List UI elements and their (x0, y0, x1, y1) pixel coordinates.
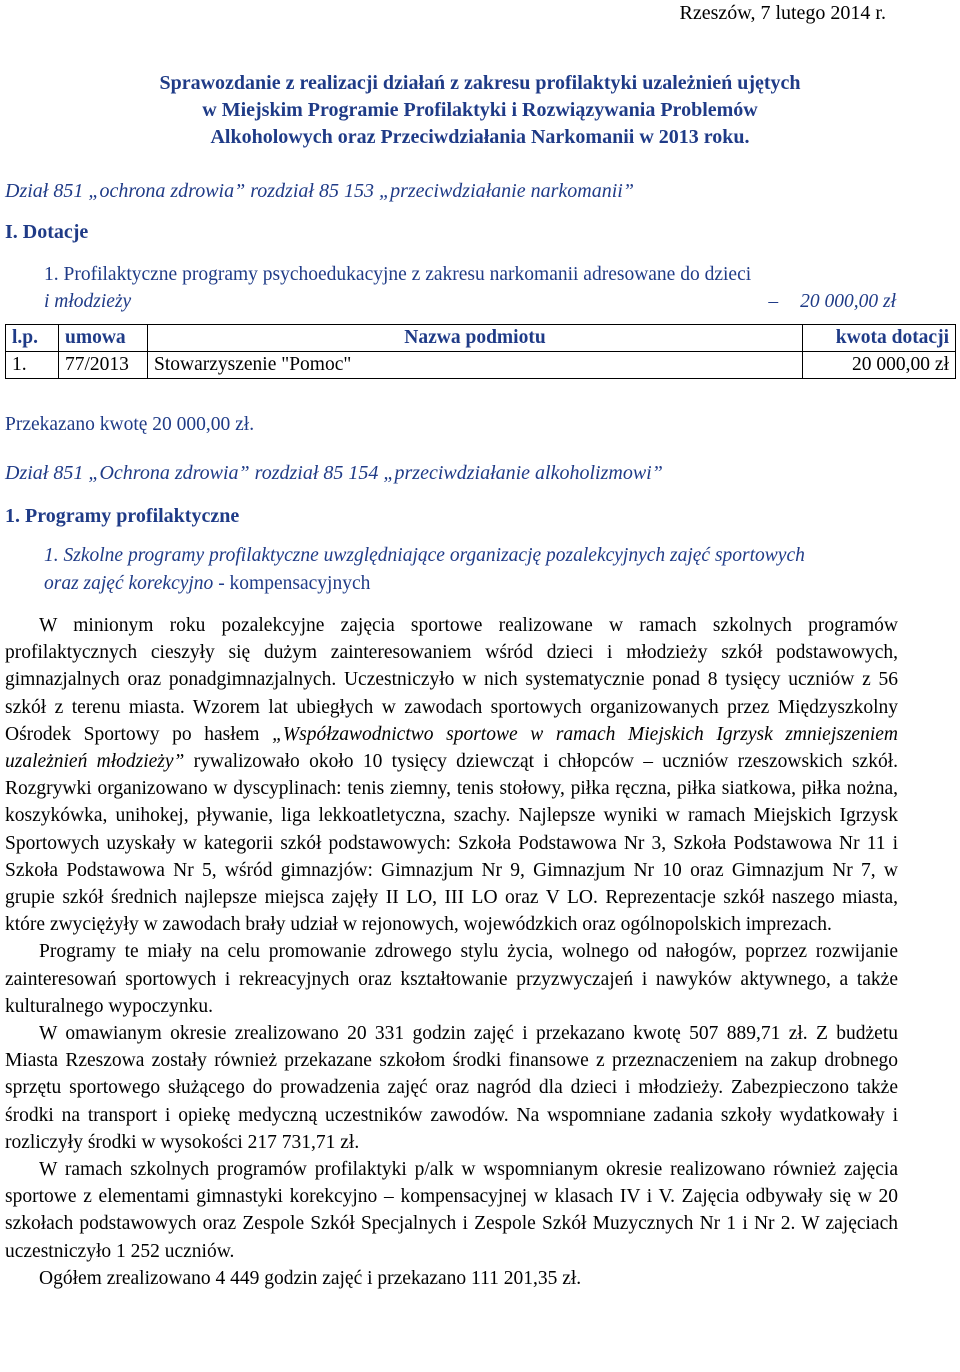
program-item-title: 1. Szkolne programy profilaktyczne uwzględniające organizację pozalekcyjnych zajęć sportowych (44, 545, 805, 566)
cell-entity-name: Stowarzyszenie "Pomoc" (148, 352, 803, 379)
paragraph-3: W omawianym okresie zrealizowano 20 331 godzin zajęć i przekazano kwotę 507 889,71 zł. Z budżetu Miasta Rzeszowa zostały również przekazane szkołom środki finansowe z przeznaczeniem na zakup drobnego sprzętu sportowego służącego do prowadzenia zajęć oraz nagród dla dzieci i młodzieży. Zabezpieczono także środki na transport i opiekę medyczną uczestników zawodów. Na wspomniane zadania szkoły wydatkowały i rozliczyły środki w wysokości 217 731,71 zł. (5, 1023, 898, 1153)
paragraph-1-part-a: W minionym roku pozalekcyjne zajęcia sportowe realizowane w ramach szkolnych programów profilaktycznych cieszyły się dużym zainteresowaniem wśród dzieci i młodzieży szkół podstawowych, gimnazjalnych oraz ponadgimnazjalnych. Uczestniczyło w nich systematycznie ponad 8 tysięcy uczniów z 56 szkół z terenu miasta. Wzorem lat ubiegłych w zawodach sportowych organizowanych przez Międzyszkolny Ośrodek Sportowy po hasłem (5, 615, 898, 745)
grant-item-dash: – (768, 291, 779, 312)
column-header-contract: umowa (59, 325, 148, 352)
column-header-lp: l.p. (6, 325, 59, 352)
paragraph-1-slogan: „Współzawodnictwo sportowe w ramach Miejskich Igrzysk zmniejszeniem uzależnień młodzieży” (5, 723, 898, 773)
section-1-heading: Dział 851 „ochrona zdrowia” rozdział 85 153 „przeciwdziałanie narkomanii” (5, 180, 634, 202)
section-2-heading: Dział 851 „Ochrona zdrowia” rozdział 85 154 „przeciwdziałanie alkoholizmowi” (5, 462, 663, 484)
grant-item-title-continuation: i młodzieży (44, 291, 132, 312)
grant-item-amount: 20 000,00 zł (800, 291, 896, 312)
report-title-line-2: w Miejskim Programie Profilaktyki i Rozwiązywania Problemów (202, 99, 758, 121)
paragraph-2: Programy te miały na celu promowanie zdrowego stylu życia, wolnego od nałogów, poprzez rozwijanie zainteresowań sportowych i rekreacyjnych oraz kształtowanie przyzwyczajeń i nawyków aktywnego, a także kulturalnego wypoczynku. (5, 941, 898, 1017)
paragraph-5: Ogółem zrealizowano 4 449 godzin zajęć i przekazano 111 201,35 zł. (39, 1267, 582, 1289)
report-title-line-1: Sprawozdanie z realizacji działań z zakresu profilaktyki uzależnień ujętych (159, 72, 801, 94)
document-date: Rzeszów, 7 lutego 2014 r. (679, 2, 886, 24)
cell-contract: 77/2013 (59, 352, 148, 379)
table-row (6, 352, 956, 379)
grants-table-header-row (6, 325, 956, 352)
report-body (5, 612, 898, 1292)
cell-grant-amount: 20 000,00 zł (803, 352, 956, 379)
paragraph-1 (5, 612, 898, 938)
report-title (0, 70, 960, 151)
transfer-note: Przekazano kwotę 20 000,00 zł. (5, 414, 255, 435)
section-2-subheading: 1. Programy profilaktyczne (5, 505, 240, 527)
grant-item (44, 261, 904, 315)
program-item-title-suffix: - kompensacyjnych (213, 573, 371, 594)
cell-lp: 1. (6, 352, 59, 379)
column-header-grant-amount: kwota dotacji (803, 325, 956, 352)
program-item (44, 542, 904, 598)
grants-table (5, 324, 956, 379)
report-title-line-3: Alkoholowych oraz Przeciwdziałania Narkomanii w 2013 roku. (210, 126, 750, 148)
program-item-title-continuation: oraz zajęć korekcyjno (44, 573, 214, 594)
column-header-entity-name: Nazwa podmiotu (148, 325, 803, 352)
paragraph-1-part-b: rywalizowało około 10 tysięcy dziewcząt i chłopców – uczniów rzeszowskich szkół. Rozgrywki organizowano w dyscyplinach: tenis ziemny, tenis stołowy, piłka ręczna, piłka siatkowa, piłka nożna, koszykówka, unihokej, pływanie, liga lekkoatletyczna, szachy. Najlepsze wyniki w ramach Miejskich Igrzysk Sportowych uzyskały w kategorii szkół podstawowych: Szkoła Podstawowa Nr 3, Szkoła Podstawowa Nr 11 i Szkoła Podstawowa Nr 5, wśród gimnazjów: Gimnazjum Nr 9, Gimnazjum Nr 10 oraz Gimnazjum Nr 7, w grupie szkół średnich najlepsze miejsca zajęły II LO, III LO oraz V LO. Reprezentacje szkół naszego miasta, które zwyciężyły w zawodach brały udział w rejonowych, wojewódzkich oraz ogólnopolskich imprezach. (5, 751, 898, 936)
section-1-subheading: I. Dotacje (5, 221, 89, 243)
grant-item-title: 1. Profilaktyczne programy psychoedukacyjne z zakresu narkomanii adresowane do dzieci (44, 264, 752, 285)
paragraph-4: W ramach szkolnych programów profilaktyki p/alk w wspomnianym okresie realizowano również zajęcia sportowe z elementami gimnastyki korekcyjno – kompensacyjnej w klasach IV i V. Zajęcia odbywały się w 20 szkołach podstawowych oraz Zespole Szkół Specjalnych i Zespole Szkół Muzycznych Nr 1 i Nr 2. W zajęciach uczestniczyło 1 252 uczniów. (5, 1159, 898, 1262)
